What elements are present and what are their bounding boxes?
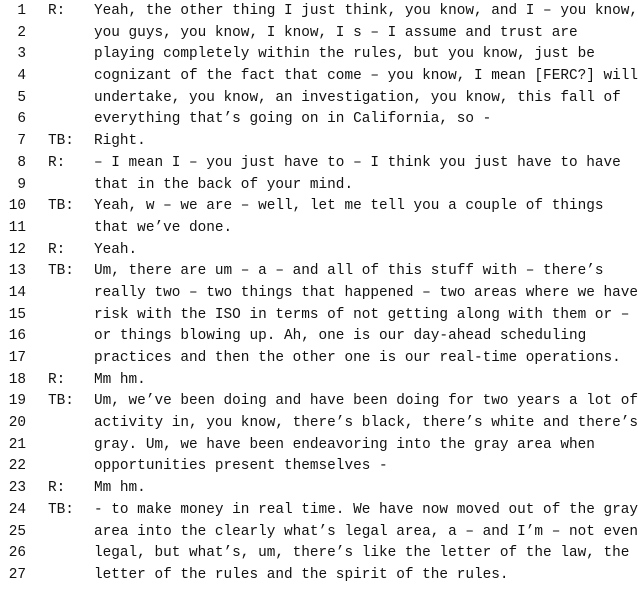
transcript-line (0, 370, 638, 392)
line-number: 4 (17, 68, 26, 85)
transcript-line (0, 413, 638, 435)
line-number: 15 (8, 306, 26, 323)
line-text: that we’ve done. (94, 219, 233, 236)
line-text: practices and then the other one is our real-time operations. (94, 350, 621, 366)
line-number: 8 (17, 154, 26, 171)
line-text: - to make money in real time. We have now moved out of the gray (94, 501, 638, 518)
line-text: really two – two things that happened – two areas where we have (94, 284, 638, 301)
transcript-line (0, 44, 638, 66)
line-number: 19 (8, 393, 26, 410)
speaker-label: TB: (48, 263, 74, 280)
line-text: Yeah, w – we are – well, let me tell you a couple of things (94, 198, 604, 215)
transcript-line (0, 261, 638, 283)
line-number: 11 (8, 219, 26, 236)
line-text: risk with the ISO in terms of not getting along with them or – (94, 306, 630, 323)
line-text: Mm hm. (94, 480, 146, 497)
transcript-line (0, 66, 638, 88)
line-number: 17 (8, 350, 26, 366)
transcript-line (0, 543, 638, 565)
transcript-line (0, 478, 638, 500)
line-number: 24 (8, 501, 26, 518)
line-text: cognizant of the fact that come – you know, I mean [FERC?] will (94, 68, 638, 85)
line-number: 18 (8, 371, 26, 388)
line-number: 1 (17, 3, 26, 19)
line-number: 13 (8, 263, 26, 280)
line-text: Um, there are um – a – and all of this stuff with – there’s (94, 263, 604, 280)
line-text: Yeah. (94, 241, 138, 258)
line-text: everything that’s going on in California, so - (94, 111, 492, 128)
line-text: gray. Um, we have been endeavoring into the gray area when (94, 436, 595, 453)
line-text: Mm hm. (94, 371, 146, 388)
transcript-line (0, 240, 638, 262)
line-number: 3 (17, 46, 26, 63)
transcript-line (0, 522, 638, 544)
transcript-line (0, 175, 638, 197)
transcript-line (0, 218, 638, 240)
transcript-line (0, 565, 638, 587)
speaker-label: TB: (48, 133, 74, 150)
line-text: legal, but what’s, um, there’s like the letter of the law, the (94, 545, 630, 562)
transcript-line (0, 88, 638, 110)
line-number: 14 (8, 284, 26, 301)
line-text: Yeah, the other thing I just think, you know, and I – you know, (94, 3, 638, 19)
line-number: 25 (8, 523, 26, 540)
speaker-label: R: (48, 371, 66, 388)
line-text: area into the clearly what’s legal area, a – and I’m – not even (94, 523, 638, 540)
speaker-label: TB: (48, 393, 74, 410)
speaker-label: R: (48, 154, 66, 171)
line-text: Um, we’ve been doing and have been doing for two years a lot of (94, 393, 638, 410)
line-text: undertake, you know, an investigation, you know, this fall of (94, 89, 621, 106)
line-text: activity in, you know, there’s black, there’s white and there’s (94, 415, 638, 432)
line-number: 5 (17, 89, 26, 106)
transcript-line (0, 326, 638, 348)
line-number: 27 (8, 566, 26, 583)
transcript-line (0, 153, 638, 175)
line-text: playing completely within the rules, but you know, just be (94, 46, 595, 63)
transcript-line (0, 500, 638, 522)
speaker-label: R: (48, 480, 66, 497)
line-text: that in the back of your mind. (94, 176, 354, 193)
line-number: 10 (8, 198, 26, 215)
line-number: 9 (17, 176, 26, 193)
transcript-line (0, 348, 638, 370)
transcript-line (0, 391, 638, 413)
transcript-line (0, 283, 638, 305)
line-number: 23 (8, 480, 26, 497)
line-text: Right. (94, 133, 146, 150)
line-number: 16 (8, 328, 26, 345)
transcript-line (0, 1, 638, 23)
speaker-label: TB: (48, 198, 74, 215)
transcript-line (0, 435, 638, 457)
transcript-line (0, 109, 638, 131)
line-text: letter of the rules and the spirit of the rules. (94, 566, 509, 583)
line-text: you guys, you know, I know, I s – I assume and trust are (94, 24, 578, 41)
line-number: 26 (8, 545, 26, 562)
speaker-label: TB: (48, 501, 74, 518)
line-number: 22 (8, 458, 26, 475)
line-number: 2 (17, 24, 26, 41)
transcript-line (0, 196, 638, 218)
line-text: – I mean I – you just have to – I think you just have to have (94, 154, 621, 171)
line-number: 21 (8, 436, 26, 453)
speaker-label: R: (48, 241, 66, 258)
speaker-label: R: (48, 3, 66, 19)
line-text: opportunities present themselves - (94, 458, 388, 475)
transcript-line (0, 305, 638, 327)
line-number: 7 (17, 133, 26, 150)
line-text: or things blowing up. Ah, one is our day-ahead scheduling (94, 328, 587, 345)
transcript-line (0, 23, 638, 45)
transcript-line (0, 456, 638, 478)
transcript-line (0, 131, 638, 153)
line-number: 20 (8, 415, 26, 432)
line-number: 12 (8, 241, 26, 258)
line-number: 6 (17, 111, 26, 128)
